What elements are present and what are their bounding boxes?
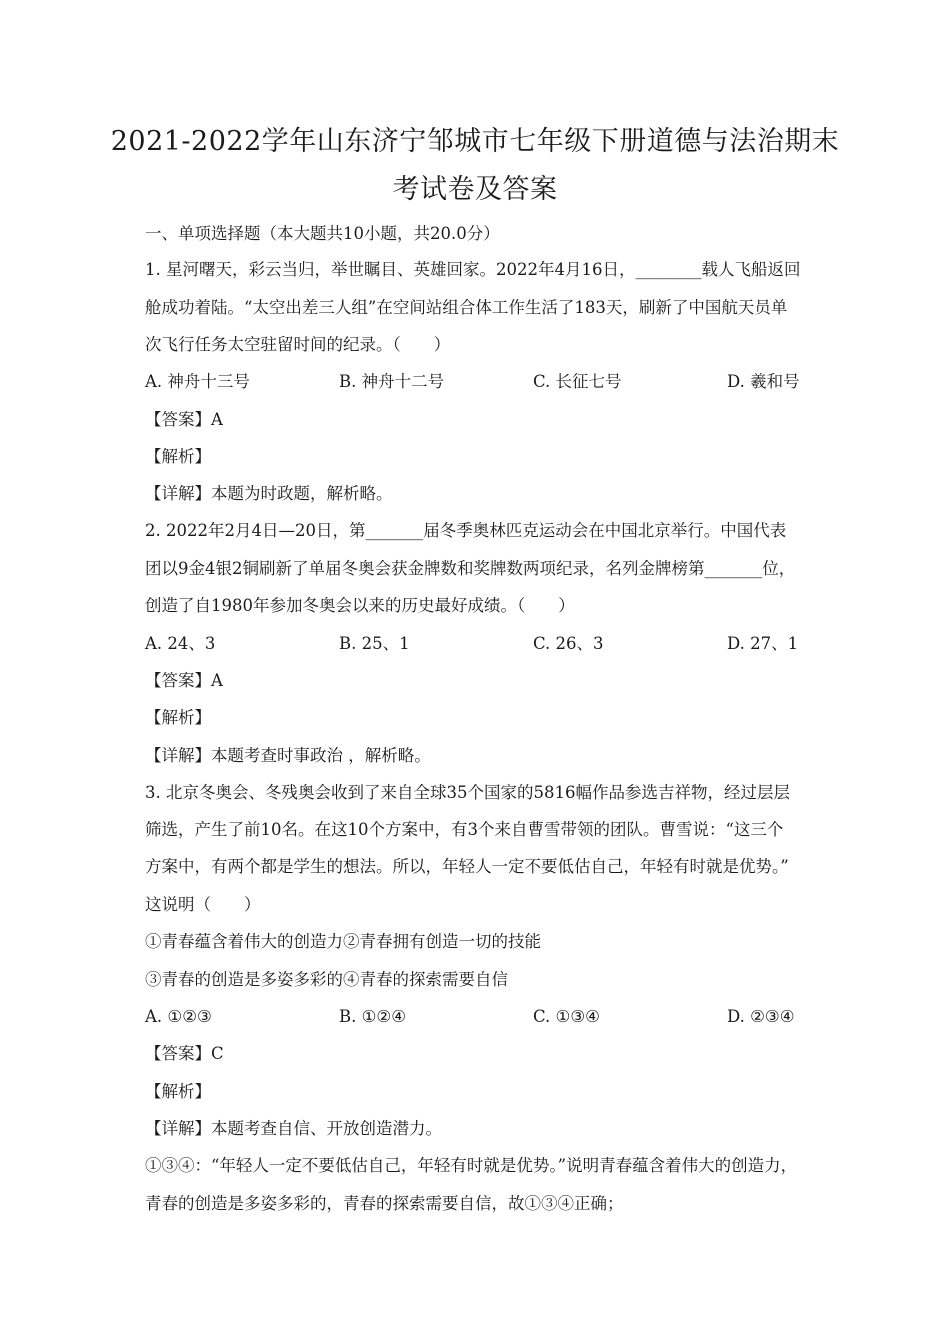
- q2-stem-line-3: 创造了自1980年参加冬奥会以来的历史最好成绩。（ ）: [145, 596, 575, 615]
- q1-stem-line-3: 次飞行任务太空驻留时间的纪录。（ ）: [145, 335, 451, 354]
- q1-option-c: C. 长征七号: [533, 372, 622, 391]
- q3-option-b: B. ①②④: [339, 1007, 406, 1026]
- q3-option-d: D. ②③④: [727, 1007, 795, 1026]
- q2-detail: 【详解】本题考查时事政治 ，解析略。: [145, 746, 431, 765]
- q1-analysis: 【解析】: [145, 447, 211, 466]
- document-title-line-2: 考试卷及答案: [392, 174, 558, 205]
- q3-option-a: A. ①②③: [145, 1007, 212, 1026]
- q2-option-a: A. 24、3: [145, 634, 216, 653]
- q1-stem-line-2: 舱成功着陆。“太空出差三人组”在空间站组合体工作生活了183天，刷新了中国航天员单: [145, 298, 788, 317]
- q3-explain-line-2: 青春的创造是多姿多彩的，青春的探索需要自信，故①③④正确；: [145, 1194, 624, 1213]
- q2-answer: 【答案】A: [145, 671, 223, 690]
- q2-option-c: C. 26、3: [533, 634, 604, 653]
- q2-option-b: B. 25、1: [339, 634, 410, 653]
- q3-statement-line-2: ③青春的创造是多姿多彩的④青春的探索需要自信: [145, 970, 508, 989]
- q3-answer: 【答案】C: [145, 1044, 224, 1063]
- q1-stem-line-1: 1. 星河曙天，彩云当归，举世瞩目、英雄回家。2022年4月16日，________载人飞船返回: [145, 260, 801, 279]
- q3-stem-line-3: 方案中，有两个都是学生的想法。所以，年轻人一定不要低估自己，年轻有时就是优势。”: [145, 857, 789, 876]
- q1-option-b: B. 神舟十二号: [339, 372, 445, 391]
- q3-stem-line-2: 筛选，产生了前10名。在这10个方案中，有3个来自曹雪带领的团队。曹雪说：“这三个: [145, 820, 784, 839]
- q1-detail: 【详解】本题为时政题，解析略。: [145, 484, 393, 503]
- q3-detail: 【详解】本题考查自信、开放创造潜力。: [145, 1119, 442, 1138]
- q2-option-d: D. 27、1: [727, 634, 799, 653]
- q3-option-c: C. ①③④: [533, 1007, 600, 1026]
- q1-answer: 【答案】A: [145, 410, 223, 429]
- q3-analysis: 【解析】: [145, 1082, 211, 1101]
- section-heading: 一、单项选择题（本大题共10小题，共20.0分）: [145, 224, 500, 243]
- q2-stem-line-2: 团以9金4银2铜刷新了单届冬奥会获金牌数和奖牌数两项纪录，名列金牌榜第_______位，: [145, 559, 796, 578]
- document-title-line-1: 2021-2022学年山东济宁邹城市七年级下册道德与法治期末: [110, 126, 840, 157]
- q3-statement-line-1: ①青春蕴含着伟大的创造力②青春拥有创造一切的技能: [145, 932, 541, 951]
- q3-stem-line-1: 3. 北京冬奥会、冬残奥会收到了来自全球35个国家的5816幅作品参选吉祥物，经过层层: [145, 783, 790, 802]
- q3-explain-line-1: ①③④：“年轻人一定不要低估自己，年轻有时就是优势。”说明青春蕴含着伟大的创造力，: [145, 1156, 798, 1175]
- q3-stem-line-4: 这说明（ ）: [145, 895, 261, 914]
- q2-analysis: 【解析】: [145, 708, 211, 727]
- q1-option-d: D. 羲和号: [727, 372, 800, 391]
- q2-stem-line-1: 2. 2022年2月4日—20日，第_______届冬季奥林匹克运动会在中国北京举行。中国代表: [145, 521, 787, 540]
- q1-option-a: A. 神舟十三号: [145, 372, 250, 391]
